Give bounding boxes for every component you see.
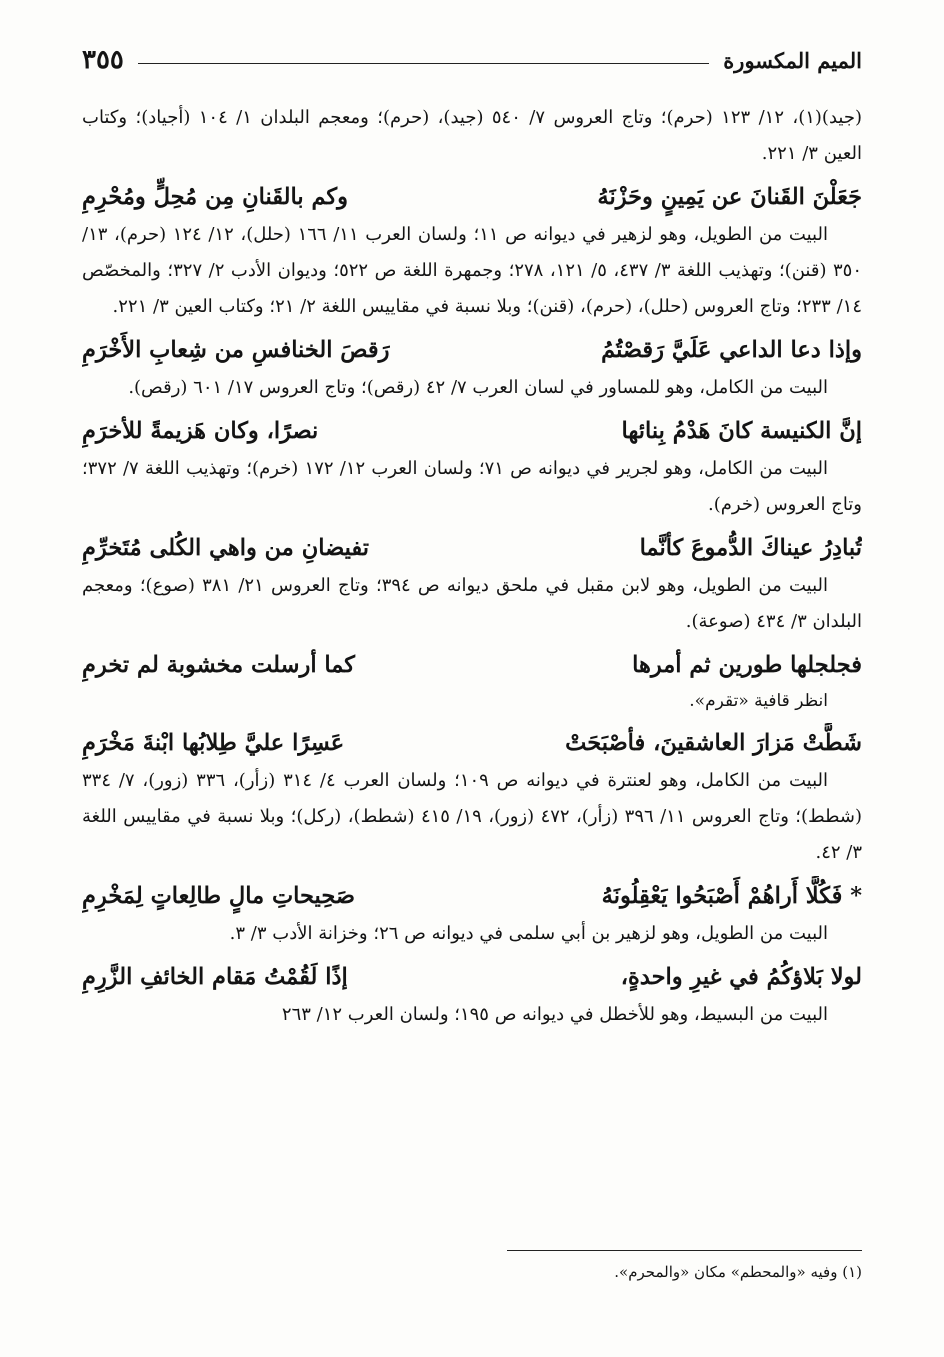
header-rule: [138, 63, 709, 64]
verse-second-hemistich: تفيضانِ من واهي الكُلى مُتَخرِّمِ: [82, 535, 370, 561]
verse-source-note: البيت من الطويل، وهو لابن مقبل في ملحق ديوانه ص ٣٩٤؛ وتاج العروس ٢١/ ٣٨١ (صوع)؛ ومعجم البلدان ٣/ ٤٣٤ (صوعة).: [82, 575, 862, 632]
verse-line: [82, 723, 862, 763]
verse-second-hemistich: كما أرسلت مخشوبة لم تخرمِ: [82, 652, 355, 678]
footnote-separator: [507, 1250, 862, 1251]
verse-source-note: البيت من الطويل، وهو لزهير بن أبي سلمى في ديوانه ص ٢٦؛ وخزانة الأدب ٣/ ٣.: [229, 923, 828, 944]
verse-second-hemistich: إذًا لَقُمْتُ مَقام الخائفِ الزَّرِمِ: [82, 964, 348, 990]
verse-source-note: البيت من الكامل، وهو للمساور في لسان العرب ٧/ ٤٢ (رقص)؛ وتاج العروس ١٧/ ٦٠١ (رقص).: [128, 377, 828, 398]
verse-source-note: البيت من البسيط، وهو للأخطل في ديوانه ص ١٩٥؛ ولسان العرب ١٢/ ٢٦٣: [281, 1004, 828, 1025]
verse-first-hemistich: وإذا دعا الداعي عَلَيَّ رَقصْتُمُ: [601, 337, 862, 363]
verse-source-note: البيت من الكامل، وهو لعنترة في ديوانه ص ١٠٩؛ ولسان العرب ٤/ ٣١٤ (زأر)، ٣٣٦ (زور)، ٧/ ٣٣٤ (شطط)؛ وتاج العروس ١١/ ٣٩٦ (زأر)، ٤٧٢ (زور)، ١٩/ ٤١٥ (شطط)، (ركل)؛ وبلا نسبة في مقاييس اللغة ٣/ ٤٢.: [82, 770, 863, 863]
verse-first-hemistich: فجلجلها طورين ثم أمرها: [632, 652, 862, 678]
verse-line: [82, 330, 862, 370]
footnote: (١) وفيه «والمحطم» مكان «والمحرم».: [614, 1263, 862, 1281]
verse-second-hemistich: عَسِرًا عليَّ طِلابُها ابْنةَ مَخْرَمِ: [82, 730, 345, 756]
verse-first-hemistich: لولا بَلاؤكُمُ في غيرِ واحدةٍ،: [620, 964, 862, 990]
page-body: [82, 100, 862, 1036]
verse-source-note: البيت من الطويل، وهو لزهير في ديوانه ص ١١؛ ولسان العرب ١١/ ١٦٦ (حلل)، ١٢/ ١٢٤ (حرم)، ١٣/ ٣٥٠ (قنن)؛ وتهذيب اللغة ٣/ ٤٣٧، ٥/ ١٢١، ٢٧٨؛ وجمهرة اللغة ص ٥٢٢؛ وديوان الأدب ٢/ ٣٢٧؛ والمخصّص ١٤/ ٢٣٣؛ وتاج العروس (حلل)، (حرم)، (قنن)؛ وبلا نسبة في مقاييس اللغة ٢/ ٢١؛ وكتاب العين ٣/ ٢٢١.: [82, 224, 862, 317]
verse-first-hemistich: تُبادِرُ عيناكَ الدُّموعَ كأنَّما: [639, 535, 862, 561]
verse-source-note: البيت من الكامل، وهو لجرير في ديوانه ص ٧١؛ ولسان العرب ١٢/ ١٧٢ (خرم)؛ وتهذيب اللغة ٧/ ٣٧٢؛ وتاج العروس (خرم).: [82, 458, 862, 515]
verse-line: [82, 528, 862, 568]
verse-first-hemistich: جَعَلْنَ القَنانَ عن يَمِينٍ وحَزْنَهُ: [597, 184, 862, 210]
verse-second-hemistich: وكم بالقَنانِ مِن مُحِلٍّ ومُحْرِمِ: [82, 184, 348, 210]
cross-reference-note: انظر قافية «تقرم».: [689, 691, 828, 711]
verse-first-hemistich: شَطَّتْ مَزارَ العاشقينَ، فأصْبَحَتْ: [565, 730, 862, 756]
verse-line: [82, 957, 862, 997]
verse-first-hemistich: إنَّ الكنيسة كانَ هَدْمُ بِنائها: [621, 418, 862, 444]
verse-second-hemistich: نصرًا، وكان هَزيمةً للأخرَمِ: [82, 418, 319, 444]
verse-line: [82, 177, 862, 217]
verse-line: [82, 411, 862, 451]
chapter-title: الميم المكسورة: [723, 47, 862, 73]
page-number: ٣٥٥: [82, 45, 124, 75]
verse-first-hemistich: * فَكُلًّا أَراهُمْ أَصْبَحُوا يَعْقِلُونَهُ: [601, 883, 862, 909]
verse-line: [82, 876, 862, 916]
verse-line: [82, 645, 862, 685]
verse-second-hemistich: رَقصَ الخنافسِ من شِعابِ الأَخْرَمِ: [82, 337, 390, 363]
intro-paragraph: (جيد)(١)، ١٢/ ١٢٣ (حرم)؛ وتاج العروس ٧/ ٥٤٠ (جيد)، (حرم)؛ ومعجم البلدان ١/ ١٠٤ (أجياد)؛ وكتاب العين ٣/ ٢٢١.: [82, 107, 862, 164]
page-header: [82, 40, 862, 80]
verse-second-hemistich: صَحِيحاتِ مالٍ طالِعاتٍ لِمَخْرِمِ: [82, 883, 355, 909]
